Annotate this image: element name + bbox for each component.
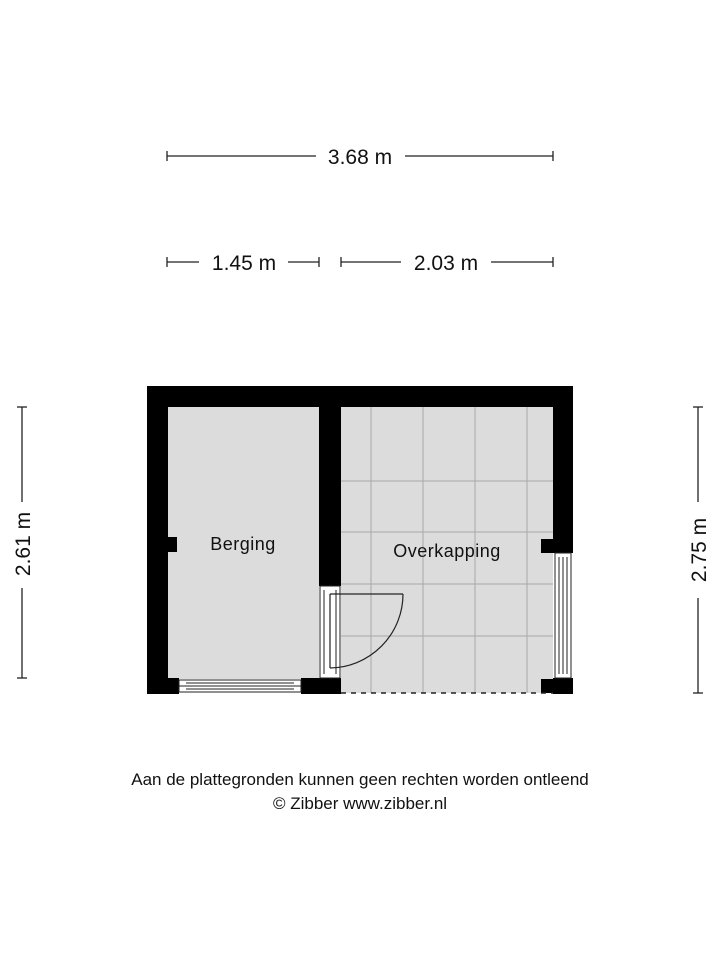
room-label-storage: Berging [210,534,276,554]
dimension-right-height-label: 2.75 m [688,517,711,583]
dimension-right-width-label: 2.03 m [413,252,479,275]
room-label-canopy: Overkapping [393,541,501,561]
dimension-left-width-label: 1.45 m [211,252,277,275]
dimension-total-width-label: 3.68 m [327,146,393,169]
storage-window [179,680,301,692]
copyright-text: © Zibber www.zibber.nl [272,794,448,813]
canopy-side-window [555,553,571,678]
dimension-left-height-label: 2.61 m [12,511,35,577]
disclaimer-text: Aan de plattegronden kunnen geen rechten worden ontleend [131,770,589,789]
